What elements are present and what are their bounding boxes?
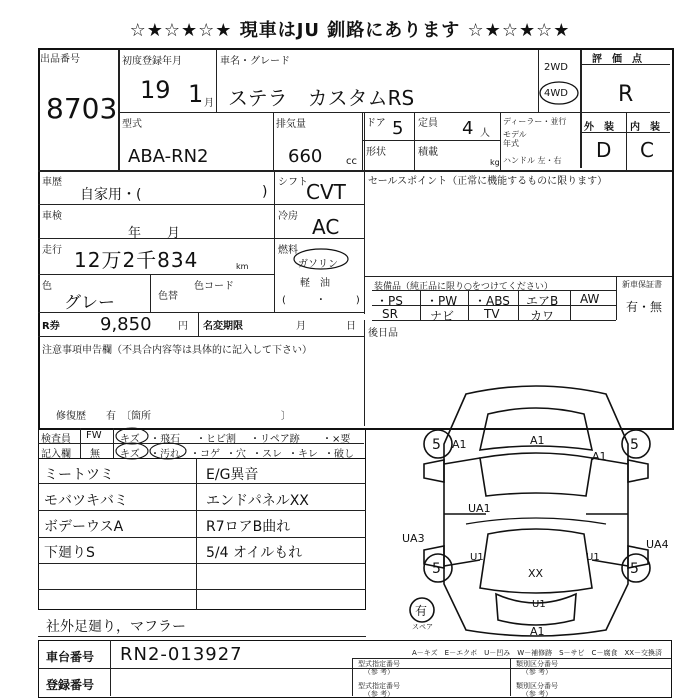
inspection-date: 年 月 — [128, 226, 181, 241]
fw-5: ・×要 — [322, 434, 351, 445]
aircon-label: 冷房 — [278, 211, 298, 222]
divider — [38, 204, 274, 205]
entry-label: 記入欄 — [41, 449, 71, 460]
bottom-note: 社外足廻り，マフラー — [46, 619, 186, 635]
entry-2: ・汚れ — [150, 449, 180, 460]
divider — [118, 50, 120, 170]
divider — [518, 290, 519, 320]
inspection-label: 車検 — [42, 211, 62, 222]
history-close: ) — [262, 184, 268, 200]
divider — [38, 563, 366, 564]
sales-point-label: セールスポイント（正常に機能するものに限ります） — [368, 176, 608, 187]
shift-label: シフト — [278, 177, 308, 188]
fw-3: ・ヒビ割 — [196, 434, 236, 445]
entry-mark-circles — [112, 426, 192, 460]
expiry-label: 名変期限 — [203, 321, 243, 332]
divider — [273, 112, 274, 170]
capacity: 4 — [462, 118, 474, 139]
divider — [580, 50, 582, 168]
four-wd-circle — [538, 80, 580, 106]
equip-navi: ナビ — [430, 309, 455, 323]
exterior-grade: D — [596, 138, 612, 162]
note-right-1: エンドパネルXX — [206, 493, 309, 509]
exterior-label: 外 装 — [584, 122, 614, 133]
displacement: 660 — [288, 146, 323, 167]
displacement-label: 排気量 — [276, 119, 306, 130]
interior-grade: C — [640, 138, 654, 162]
cc-unit: cc — [346, 156, 357, 167]
inspector-label: 検査員 — [41, 434, 71, 445]
capacity-unit: 人 — [480, 128, 490, 139]
type-designation-2: 型式指定番号 （参 考） — [358, 682, 400, 698]
note-right-2: R7ロアB曲れ — [206, 519, 291, 535]
equip-sr: SR — [382, 307, 398, 321]
wheel-mark-rr: 5 — [630, 561, 639, 577]
entry-5: ・スレ — [252, 449, 282, 460]
equip-tv: TV — [484, 307, 500, 321]
note-left-0: ミートツミ — [44, 467, 114, 483]
divider — [38, 336, 364, 337]
fuel-diesel: 軽 油 — [300, 278, 330, 289]
car-damage-diagram — [396, 384, 686, 644]
entry-6: ・キレ — [288, 449, 318, 460]
new-warranty-value: 有・無 — [626, 300, 663, 314]
wheel-mark-rl: 5 — [432, 561, 441, 577]
divider — [38, 668, 672, 669]
fw-2: ・飛石 — [150, 434, 180, 445]
divider — [38, 537, 366, 538]
notes-label: 注意事項申告欄（不具合内容等は具体的に記入して下さい） — [42, 345, 312, 356]
entry-1: キズ — [120, 449, 140, 460]
dealer-label: ディーラー・並行 — [503, 117, 567, 126]
divider — [216, 50, 217, 112]
color-change-label: 色替 — [158, 291, 178, 302]
divider — [580, 132, 670, 133]
divider — [110, 640, 111, 696]
divider — [196, 458, 197, 610]
kg-unit: kg — [490, 158, 500, 167]
mileage: 12万2千834 — [74, 248, 199, 272]
spare-mark: 有 — [415, 604, 428, 618]
divider — [38, 312, 364, 313]
aircon: AC — [312, 215, 340, 239]
equip-airbag: エアB — [526, 294, 559, 308]
damage-legend: A－キズ E－エクボ U－凹み W－補修跡 S－サビ C－腐食 XX－交換済 — [412, 649, 663, 657]
divider — [38, 274, 274, 275]
damage-pillar-left: UA3 — [402, 532, 425, 545]
damage-front-left: A1 — [452, 438, 467, 451]
divider — [38, 589, 366, 590]
divider — [414, 112, 415, 170]
equip-ps: ・PS — [376, 294, 403, 308]
lot-number: 8703 — [46, 92, 118, 125]
fuel-label: 燃料 — [278, 245, 298, 256]
expiry-day: 日 — [346, 321, 356, 332]
color-label: 色 — [42, 281, 52, 292]
divider — [38, 636, 366, 637]
divider — [352, 658, 353, 696]
chassis-number: RN2-013927 — [120, 644, 243, 665]
divider — [626, 112, 627, 170]
note-left-1: モバツキバミ — [44, 493, 128, 509]
divider — [362, 140, 500, 141]
note-left-3: 下廻りS — [44, 545, 95, 561]
note-right-0: E/G異音 — [206, 467, 259, 483]
repair-history: 修復歴 有 〔箇所 〕 — [56, 411, 291, 422]
lot-number-label: 出品番号 — [40, 54, 80, 65]
interior-label: 内 装 — [630, 122, 660, 133]
color: グレー — [64, 293, 115, 313]
header-banner: ☆★☆★☆★ 現車はJU 釧路にあります ☆★☆★☆★ — [129, 20, 571, 41]
divider — [616, 276, 617, 320]
model-year-label: モデル 年式 — [503, 130, 527, 148]
shift: CVT — [306, 180, 346, 204]
model-name-label: 車名・グレード — [220, 56, 290, 67]
divider — [274, 170, 275, 312]
divider — [364, 276, 672, 277]
load-label: 積載 — [418, 147, 438, 158]
fw-4: ・リペア跡 — [250, 434, 300, 445]
equip-pw: ・PW — [426, 294, 458, 308]
two-wd-label: 2WD — [544, 62, 568, 73]
divider — [364, 320, 365, 426]
fw-1: キズ — [120, 434, 140, 445]
equip-leather: カワ — [530, 309, 555, 323]
divider — [468, 290, 469, 320]
doors-label: ドア — [366, 118, 386, 129]
damage-seat-left: U1 — [470, 552, 484, 563]
equipment-label: 装備品（純正品に限り○をつけてください） — [374, 282, 553, 292]
divider — [580, 64, 670, 65]
equip-aw: AW — [580, 292, 600, 306]
entry-4: ・穴 — [226, 449, 246, 460]
divider — [500, 112, 501, 170]
divider — [198, 312, 199, 336]
reg-month-unit: 月 — [204, 98, 214, 109]
fuel-paren: ( ・ ) — [282, 295, 360, 306]
divider — [510, 658, 511, 696]
km-unit: km — [236, 262, 249, 271]
divider — [150, 274, 151, 312]
type-designation-1: 型式指定番号 （参 考） — [358, 660, 400, 676]
chassis-label: 車台番号 — [46, 650, 95, 664]
damage-rear: A1 — [530, 625, 545, 638]
model-code-label: 型式 — [122, 119, 142, 130]
wheel-mark-fr: 5 — [630, 437, 639, 453]
body-shape-label: 形状 — [366, 147, 386, 158]
damage-front-right: A1 — [592, 450, 607, 463]
history: 自家用・( — [80, 187, 142, 203]
divider — [274, 204, 364, 205]
grade-label: 評 価 点 — [592, 54, 642, 65]
divider — [372, 290, 616, 291]
fuel-gas: ガソリン — [298, 259, 338, 270]
handle-label: ハンドル 左・右 — [503, 156, 562, 165]
plate-label: 登録番号 — [46, 678, 95, 692]
recycle-label: R券 — [42, 321, 60, 332]
divider — [38, 238, 274, 239]
reg-year: 19 — [140, 76, 171, 104]
grade: R — [618, 82, 634, 107]
equip-abs: ・ABS — [474, 294, 510, 308]
fuel-gas-circle — [292, 247, 350, 271]
mileage-label: 走行 — [42, 245, 62, 256]
first-reg-label: 初度登録年月 — [122, 56, 182, 67]
doors: 5 — [392, 118, 404, 139]
divider — [80, 428, 81, 458]
damage-side-left: UA1 — [468, 502, 491, 515]
history-label: 車歴 — [42, 177, 62, 188]
damage-xx: XX — [528, 567, 544, 580]
damage-rear-u: U1 — [532, 599, 546, 610]
damage-seat-right: U1 — [586, 552, 600, 563]
damage-pillar-right: UA4 — [646, 538, 669, 551]
divider — [362, 112, 363, 170]
expiry-month: 月 — [296, 321, 306, 332]
damage-hood: A1 — [530, 434, 545, 447]
model-code: ABA-RN2 — [128, 146, 209, 167]
divider — [570, 290, 571, 320]
divider — [38, 510, 366, 511]
category-number-1: 類別区分番号 （参 考） — [516, 660, 558, 676]
fw-0: FW — [86, 430, 102, 441]
divider — [364, 112, 365, 314]
new-warranty-label: 新車保証書 — [622, 280, 662, 289]
note-right-3: 5/4 オイルもれ — [206, 545, 303, 561]
recycle-fee: 9,850 — [100, 314, 152, 335]
yen-unit: 円 — [178, 321, 188, 332]
four-wd-label: 4WD — [544, 88, 568, 99]
after-parts-label: 後日品 — [368, 328, 398, 339]
capacity-label: 定員 — [418, 118, 438, 129]
divider — [420, 290, 421, 320]
note-left-2: ボデーウスA — [44, 519, 124, 535]
entry-0: 無 — [90, 449, 100, 460]
reg-month: 1 — [188, 80, 204, 108]
category-number-2: 類別区分番号 （参 考） — [516, 682, 558, 698]
color-code-label: 色コード — [194, 281, 234, 292]
divider — [274, 238, 364, 239]
spare-label: スペア — [412, 623, 433, 631]
car-name: ステラ カスタムRS — [228, 86, 415, 110]
wheel-mark-fl: 5 — [432, 437, 441, 453]
entry-3: ・コゲ — [190, 449, 220, 460]
entry-7: ・破し — [324, 449, 354, 460]
divider — [352, 658, 672, 659]
divider — [118, 112, 670, 113]
